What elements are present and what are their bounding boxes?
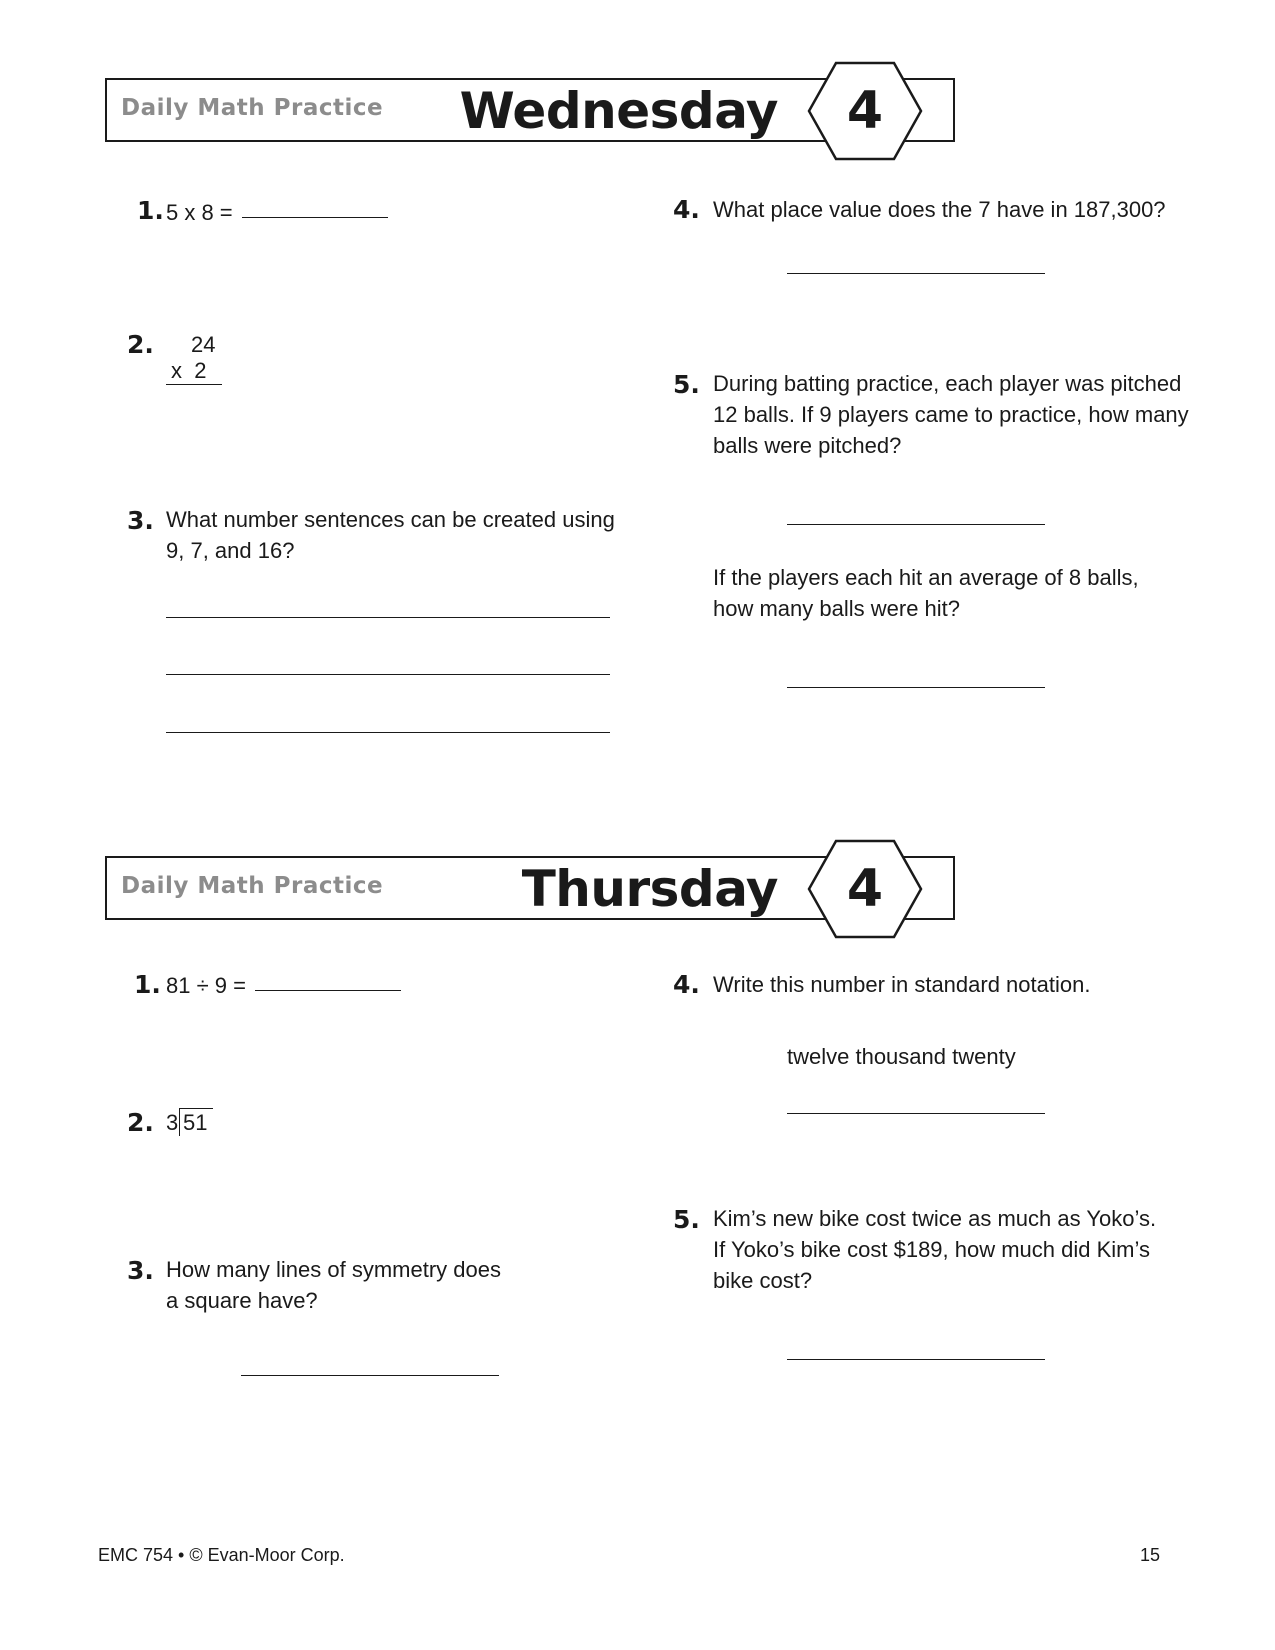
- question-number: 1.: [137, 196, 164, 225]
- week-number: 4: [846, 859, 884, 919]
- question-number: 3.: [127, 1256, 154, 1285]
- question-text-line1: What number sentences can be created using: [166, 507, 615, 532]
- answer-line[interactable]: [242, 217, 388, 218]
- answer-line[interactable]: [787, 273, 1045, 274]
- question-text-line2: 9, 7, and 16?: [166, 538, 295, 563]
- problem-rule: [166, 384, 222, 385]
- answer-line[interactable]: [241, 1375, 499, 1376]
- header-label: Daily Math Practice: [121, 95, 384, 121]
- number-words: twelve thousand twenty: [787, 1044, 1016, 1069]
- header-label: Daily Math Practice: [121, 873, 384, 899]
- dividend: 51: [183, 1110, 208, 1135]
- answer-line[interactable]: [787, 687, 1045, 688]
- multiplicand: 24: [191, 332, 216, 357]
- followup-text-line1: If the players each hit an average of 8 balls,: [713, 565, 1139, 590]
- question-text-line2: 12 balls. If 9 players came to practice, how many: [713, 402, 1189, 427]
- footer-credit: EMC 754 • © Evan-Moor Corp.: [98, 1545, 345, 1565]
- answer-line[interactable]: [166, 732, 610, 733]
- divisor: 3: [166, 1110, 179, 1135]
- answer-line[interactable]: [166, 674, 610, 675]
- day-title: Wednesday: [459, 82, 778, 140]
- question-number: 2.: [127, 330, 154, 359]
- question-text-line1: How many lines of symmetry does: [166, 1257, 501, 1282]
- question-text-line1: During batting practice, each player was pitched: [713, 371, 1182, 396]
- question-text: Write this number in standard notation.: [713, 972, 1091, 997]
- answer-line[interactable]: [787, 524, 1045, 525]
- answer-line[interactable]: [255, 990, 401, 991]
- question-number: 4.: [673, 970, 700, 999]
- question-text-line2: If Yoko’s bike cost $189, how much did Kim’s: [713, 1237, 1150, 1262]
- question-text-line3: balls were pitched?: [713, 433, 902, 458]
- question-text-line2: a square have?: [166, 1288, 318, 1313]
- question-number: 5.: [673, 1205, 700, 1234]
- followup-text-line2: how many balls were hit?: [713, 596, 961, 621]
- question-text: What place value does the 7 have in 187,300?: [713, 197, 1166, 222]
- day-title: Thursday: [521, 860, 778, 918]
- multiplier: x 2: [171, 358, 207, 383]
- week-number: 4: [846, 81, 884, 141]
- question-text-line1: Kim’s new bike cost twice as much as Yoko’s.: [713, 1206, 1157, 1231]
- question-text: 81 ÷ 9 =: [166, 973, 246, 998]
- question-text-line3: bike cost?: [713, 1268, 813, 1293]
- question-text: 5 x 8 =: [166, 200, 233, 225]
- division-bracket: [179, 1108, 213, 1136]
- answer-line[interactable]: [166, 617, 610, 618]
- page-number: 15: [1140, 1545, 1161, 1565]
- question-number: 4.: [673, 195, 700, 224]
- question-number: 2.: [127, 1108, 154, 1137]
- answer-line[interactable]: [787, 1359, 1045, 1360]
- question-number: 1.: [134, 970, 161, 999]
- answer-line[interactable]: [787, 1113, 1045, 1114]
- question-number: 5.: [673, 370, 700, 399]
- question-number: 3.: [127, 506, 154, 535]
